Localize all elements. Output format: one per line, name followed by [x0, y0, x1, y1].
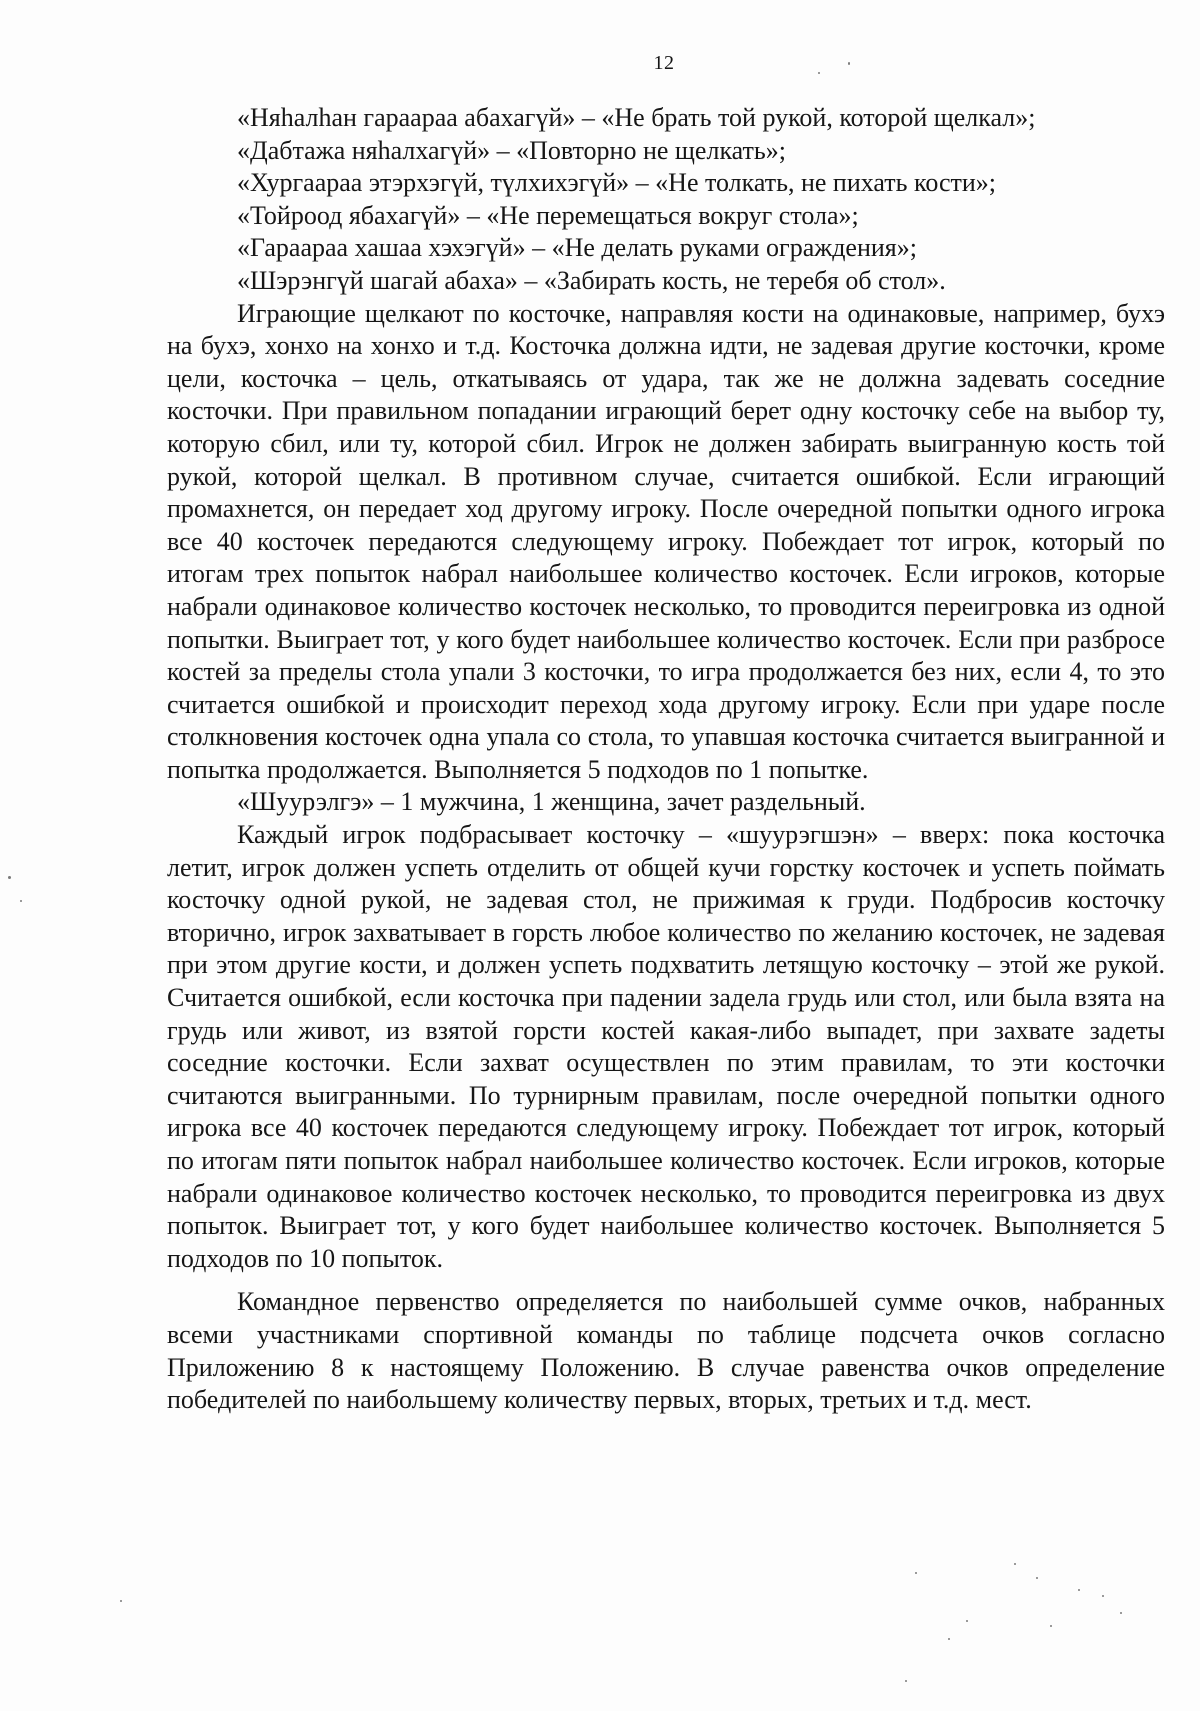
scan-speck	[1078, 1589, 1080, 1591]
rule-line: «Гараараа хашаа хэхэгүй» – «Не делать руками ограждения»;	[237, 233, 917, 263]
paragraph-shuurelge-heading: «Шуурэлгэ» – 1 мужчина, 1 женщина, зачет раздельный.	[237, 787, 866, 817]
rule-line: «Шэрэнгүй шагай абаха» – «Забирать кость, не теребя об стол».	[237, 265, 946, 295]
scan-speck	[948, 1638, 950, 1640]
scan-speck	[120, 1600, 122, 1602]
scan-speck	[966, 1620, 968, 1622]
scan-speck	[915, 1572, 917, 1574]
scan-speck	[905, 1680, 907, 1682]
scan-speck	[1014, 1563, 1016, 1565]
scan-speck	[1050, 1625, 1052, 1627]
paragraph-game-rules: Играющие щелкают по косточке, направляя кости на одинаковые, например, бухэ на бухэ, хонхо на хонхо и т.д. Косточка должна идти, не задевая другие косточки, кроме цели, косточка – цель, откатываясь от удара, так же не должна задевать соседние косточки. При правильном попадании играющий берет одну косточку себе на выбор ту, которую сбил, или ту, которой сбил. Игрок не должен забирать выигранную кость той рукой, которой щелкал. В противном случае, считается ошибкой. Если играющий промахнется, он передает ход другому игроку. После очередной попытки одного игрока все 40 косточек передаются следующему игроку. Побеждает тот игрок, который по итогам трех попыток набрал наибольшее количество косточек. Если игроков, которые набрали одинаковое количество косточек несколько, то проводится переигровка из одной попытки. Выиграет тот, у кого будет наибольшее количество косточек. Если при разбросе костей за пределы стола упали 3 косточки, то игра продолжается без них, если 4, то это считается ошибкой и происходит переход хода другому игроку. Если при ударе после столкновения косточек одна упала со стола, то упавшая косточка считается выигранной и попытка продолжается. Выполняется 5 подходов по 1 попытке.	[167, 298, 1165, 784]
scan-speck	[8, 876, 11, 879]
page-number: 12	[653, 52, 675, 74]
paragraph-team-championship: Командное первенство определяется по наибольшей сумме очков, набранных всеми участниками спортивной команды по таблице подсчета очков согласно Приложению 8 к настоящему Положению. В случае равенства очков определение победителей по наибольшему количеству первых, вторых, третьих и т.д. мест.	[167, 1287, 1165, 1415]
scan-speck	[848, 62, 850, 65]
scan-speck	[1102, 1595, 1104, 1597]
rule-line: «Дабтажа няhалхагүй» – «Повторно не щелкать»;	[237, 135, 786, 165]
rules-list	[167, 102, 1165, 298]
rule-line: «Хургаараа этэрхэгүй, түлхихэгүй» – «Не толкать, не пихать кости»;	[237, 168, 997, 198]
scan-speck	[1120, 1612, 1122, 1614]
rule-line: «Тойроод ябахагүй» – «Не перемещаться вокруг стола»;	[237, 200, 859, 230]
rule-line: «Няhалhан гараараа абахагүй» – «Не брать той рукой, которой щелкал»;	[237, 103, 1036, 132]
paragraph-shuurelge-rules: Каждый игрок подбрасывает косточку – «шуурэгшэн» – вверх: пока косточка летит, игрок должен успеть отделить от общей кучи горстку косточек и успеть поймать косточку одной рукой, не задевая стол, не прижимая к груди. Подбросив косточку вторично, игрок захватывает в горсть любое количество по желанию косточек, не задевая при этом другие кости, и должен успеть подхватить летящую косточку – этой же рукой. Считается ошибкой, если косточка при падении задела грудь или стол, или была взята на грудь или живот, из взятой горсти костей какая-либо выпадет, при захвате задеты соседние косточки. Если захват осуществлен по этим правилам, то эти косточки считаются выигранными. По турнирным правилам, после очередной попытки одного игрока все 40 косточек передаются следующему игроку. Побеждает тот игрок, который по итогам пяти попыток набрал наибольшее количество косточек. Если игроков, которые набрали одинаковое количество косточек несколько, то проводится переигровка из двух попыток. Выиграет тот, у кого будет наибольшее количество косточек. Выполняется 5 подходов по 10 попыток.	[167, 820, 1165, 1273]
scan-speck	[818, 72, 820, 74]
scan-speck	[20, 900, 22, 902]
page-body	[167, 102, 1165, 1417]
scan-speck	[1036, 1577, 1038, 1579]
